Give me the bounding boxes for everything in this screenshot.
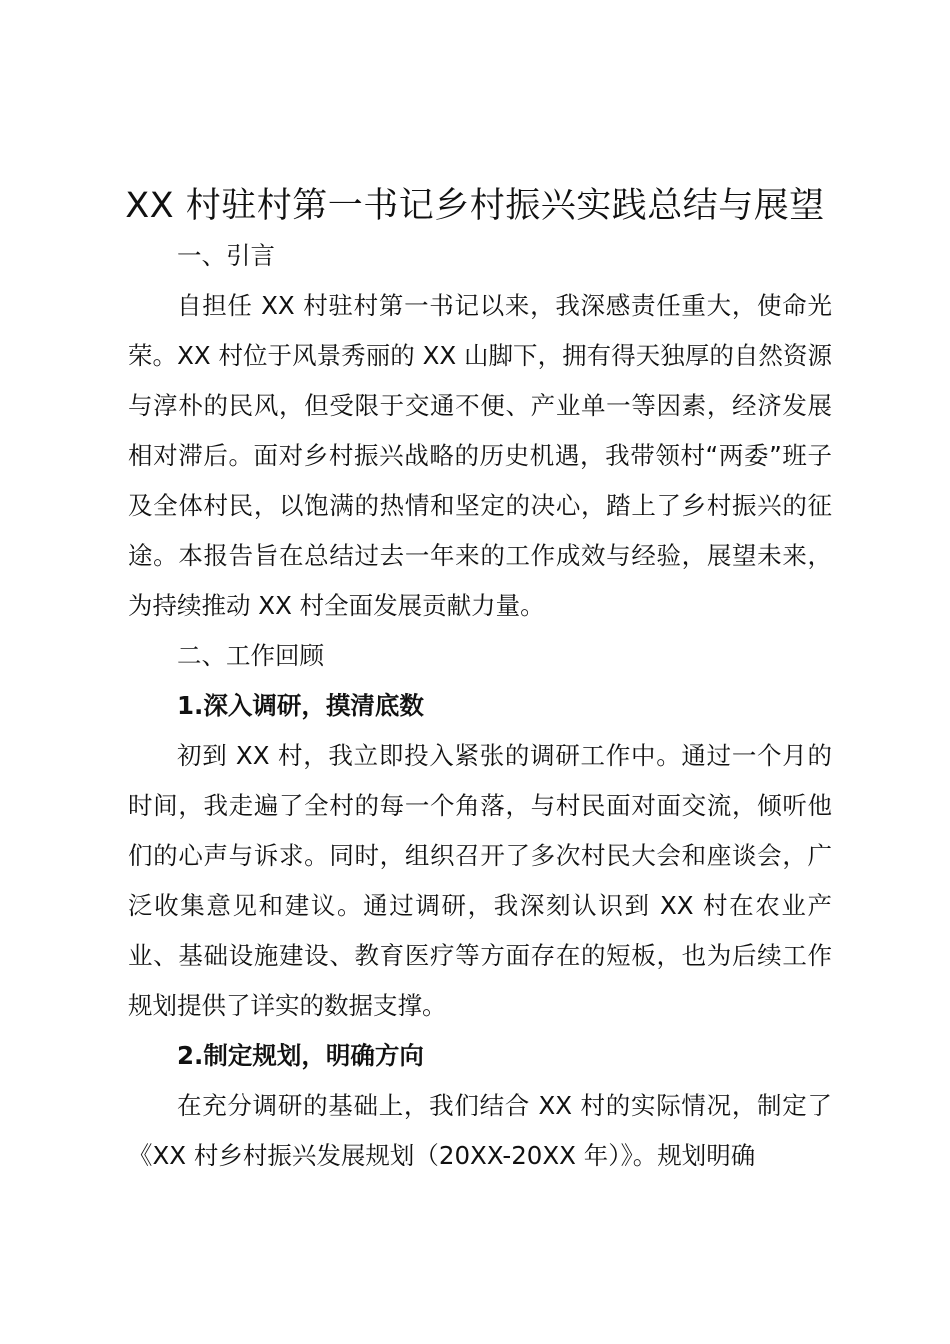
section-heading-introduction: 一、引言 xyxy=(177,241,275,270)
document-body xyxy=(128,231,832,1181)
paragraph-introduction: 自担任 XX 村驻村第一书记以来，我深感责任重大，使命光荣。XX 村位于风景秀丽的 XX 山脚下，拥有得天独厚的自然资源与淳朴的民风，但受限于交通不便、产业单一等因素，经济发展相对滞后。面对乡村振兴战略的历史机遇，我带领村“两委”班子及全体村民，以饱满的热情和坚定的决心，踏上了乡村振兴的征途。本报告旨在总结过去一年来的工作成效与经验，展望未来，为持续推动 XX 村全面发展贡献力量。 xyxy=(128,291,832,620)
subheading-planning: 2.制定规划，明确方向 xyxy=(177,1041,424,1070)
section-heading-work-review: 二、工作回顾 xyxy=(177,641,324,670)
document-title: XX 村驻村第一书记乡村振兴实践总结与展望 xyxy=(125,186,825,226)
subheading-research: 1.深入调研，摸清底数 xyxy=(177,691,424,720)
paragraph-planning: 在充分调研的基础上，我们结合 XX 村的实际情况，制定了《XX 村乡村振兴发展规划（20XX-20XX 年）》。规划明确 xyxy=(128,1091,832,1170)
paragraph-research: 初到 XX 村，我立即投入紧张的调研工作中。通过一个月的时间，我走遍了全村的每一个角落，与村民面对面交流，倾听他们的心声与诉求。同时，组织召开了多次村民大会和座谈会，广泛收集意见和建议。通过调研，我深刻认识到 XX 村在农业产业、基础设施建设、教育医疗等方面存在的短板，也为后续工作规划提供了详实的数据支撑。 xyxy=(128,741,832,1020)
